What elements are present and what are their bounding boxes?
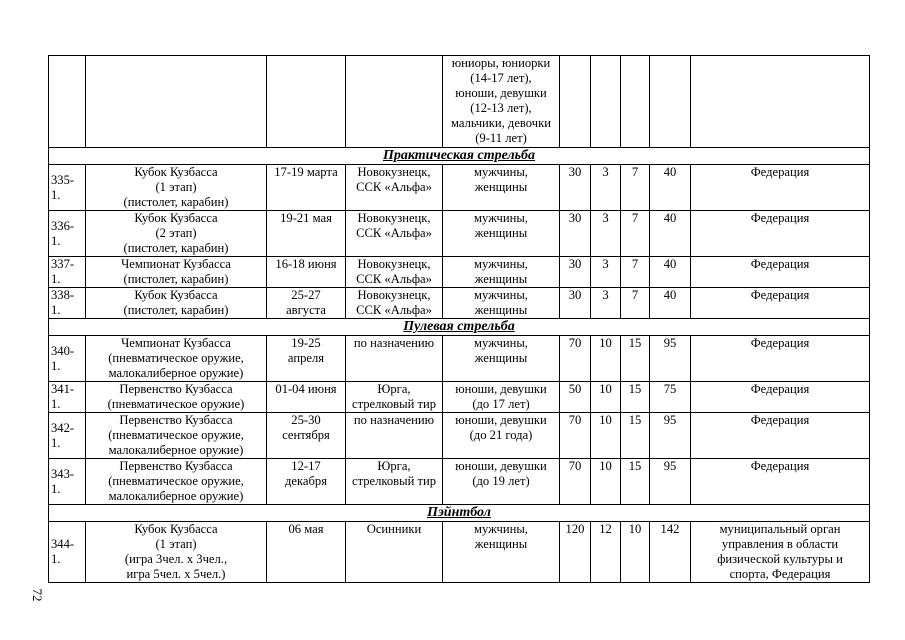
total-cell: 40 — [650, 165, 691, 211]
count-cell: 12 — [591, 522, 621, 583]
event-name-cell: Кубок Кузбасса (пистолет, карабин) — [86, 288, 267, 319]
participants-cell: мужчины, женщины — [443, 211, 560, 257]
number-cell: 344-1. — [49, 522, 86, 583]
count-cell: 30 — [560, 165, 591, 211]
place-cell: Новокузнецк, ССК «Альфа» — [346, 211, 443, 257]
number-cell: 340-1. — [49, 336, 86, 382]
total-cell: 95 — [650, 336, 691, 382]
dates-cell: 17-19 марта — [267, 165, 346, 211]
count-cell: 3 — [591, 211, 621, 257]
total-cell: 95 — [650, 459, 691, 505]
count-cell: 15 — [621, 336, 650, 382]
dates-cell: 06 мая — [267, 522, 346, 583]
total-cell: 75 — [650, 382, 691, 413]
dates-cell: 12-17 декабря — [267, 459, 346, 505]
count-cell: 30 — [560, 288, 591, 319]
events-table — [48, 55, 870, 583]
event-name-cell: Первенство Кузбасса (пневматическое оружие, малокалиберное оружие) — [86, 459, 267, 505]
count-cell: 7 — [621, 211, 650, 257]
place-cell: Новокузнецк, ССК «Альфа» — [346, 165, 443, 211]
section-title: Практическая стрельба — [49, 148, 870, 165]
dates-cell: 01-04 июня — [267, 382, 346, 413]
number-cell: 343-1. — [49, 459, 86, 505]
number-cell: 336-1. — [49, 211, 86, 257]
organizer-cell: Федерация — [691, 336, 870, 382]
count-cell: 120 — [560, 522, 591, 583]
participants-cell: юноши, девушки (до 17 лет) — [443, 382, 560, 413]
section-title: Пэйнтбол — [49, 505, 870, 522]
section-header-row — [49, 505, 870, 522]
dates-cell: 25-30 сентября — [267, 413, 346, 459]
table-row — [49, 165, 870, 211]
dates-cell: 19-21 мая — [267, 211, 346, 257]
page-number: 72 — [30, 588, 45, 602]
number-cell: 341-1. — [49, 382, 86, 413]
count-cell: 7 — [621, 165, 650, 211]
count-cell: 15 — [621, 382, 650, 413]
table-row — [49, 336, 870, 382]
total-cell: 40 — [650, 211, 691, 257]
count-cell: 30 — [560, 211, 591, 257]
dates-cell: 16-18 июня — [267, 257, 346, 288]
organizer-cell: Федерация — [691, 288, 870, 319]
organizer-cell: Федерация — [691, 382, 870, 413]
event-name-cell: Кубок Кузбасса (1 этап) (игра 3чел. х 3чел., игра 5чел. х 5чел.) — [86, 522, 267, 583]
count-cell: 3 — [591, 165, 621, 211]
count-cell: 10 — [621, 522, 650, 583]
total-cell: 40 — [650, 288, 691, 319]
event-name-cell: Первенство Кузбасса (пневматическое оружие, малокалиберное оружие) — [86, 413, 267, 459]
place-cell: Новокузнецк, ССК «Альфа» — [346, 288, 443, 319]
table-row — [49, 288, 870, 319]
count-cell: 15 — [621, 459, 650, 505]
place-cell: по назначению — [346, 336, 443, 382]
count-cell: 50 — [560, 382, 591, 413]
count-cell: 70 — [560, 336, 591, 382]
total-cell: 40 — [650, 257, 691, 288]
count-cell: 7 — [621, 288, 650, 319]
organizer-cell: Федерация — [691, 257, 870, 288]
participants-cell: мужчины, женщины — [443, 522, 560, 583]
number-cell: 338-1. — [49, 288, 86, 319]
count-cell: 10 — [591, 336, 621, 382]
table-row — [49, 413, 870, 459]
count-cell: 70 — [560, 413, 591, 459]
organizer-cell: Федерация — [691, 165, 870, 211]
table-row — [49, 522, 870, 583]
dates-cell: 19-25 апреля — [267, 336, 346, 382]
organizer-cell: муниципальный орган управления в области физической культуры и спорта, Федерация — [691, 522, 870, 583]
place-cell: Новокузнецк, ССК «Альфа» — [346, 257, 443, 288]
place-cell: Осинники — [346, 522, 443, 583]
participants-cell: юниоры, юниорки (14-17 лет), юноши, девушки (12-13 лет), мальчики, девочки (9-11 лет) — [443, 56, 560, 148]
participants-cell: мужчины, женщины — [443, 165, 560, 211]
table-row — [49, 257, 870, 288]
place-cell: Юрга, стрелковый тир — [346, 382, 443, 413]
event-name-cell: Чемпионат Кузбасса (пневматическое оружие, малокалиберное оружие) — [86, 336, 267, 382]
participants-cell: мужчины, женщины — [443, 257, 560, 288]
number-cell: 342-1. — [49, 413, 86, 459]
event-name-cell: Кубок Кузбасса (2 этап) (пистолет, карабин) — [86, 211, 267, 257]
participants-cell: юноши, девушки (до 19 лет) — [443, 459, 560, 505]
count-cell: 10 — [591, 459, 621, 505]
section-title: Пулевая стрельба — [49, 319, 870, 336]
count-cell: 70 — [560, 459, 591, 505]
organizer-cell: Федерация — [691, 459, 870, 505]
section-header-row — [49, 319, 870, 336]
place-cell: Юрга, стрелковый тир — [346, 459, 443, 505]
section-header-row — [49, 148, 870, 165]
count-cell: 10 — [591, 382, 621, 413]
table-row — [49, 382, 870, 413]
count-cell: 3 — [591, 257, 621, 288]
organizer-cell: Федерация — [691, 211, 870, 257]
table-row — [49, 459, 870, 505]
number-cell: 335-1. — [49, 165, 86, 211]
organizer-cell: Федерация — [691, 413, 870, 459]
number-cell: 337-1. — [49, 257, 86, 288]
table-body — [49, 56, 870, 583]
event-name-cell: Чемпионат Кузбасса (пистолет, карабин) — [86, 257, 267, 288]
participants-cell: юноши, девушки (до 21 года) — [443, 413, 560, 459]
total-cell: 142 — [650, 522, 691, 583]
place-cell: по назначению — [346, 413, 443, 459]
count-cell: 10 — [591, 413, 621, 459]
count-cell: 7 — [621, 257, 650, 288]
total-cell: 95 — [650, 413, 691, 459]
table-row — [49, 211, 870, 257]
event-name-cell: Первенство Кузбасса (пневматическое оружие) — [86, 382, 267, 413]
count-cell: 3 — [591, 288, 621, 319]
participants-cell: мужчины, женщины — [443, 288, 560, 319]
participants-cell: мужчины, женщины — [443, 336, 560, 382]
dates-cell: 25-27 августа — [267, 288, 346, 319]
count-cell: 30 — [560, 257, 591, 288]
table-row — [49, 56, 870, 148]
count-cell: 15 — [621, 413, 650, 459]
event-name-cell: Кубок Кузбасса (1 этап) (пистолет, карабин) — [86, 165, 267, 211]
